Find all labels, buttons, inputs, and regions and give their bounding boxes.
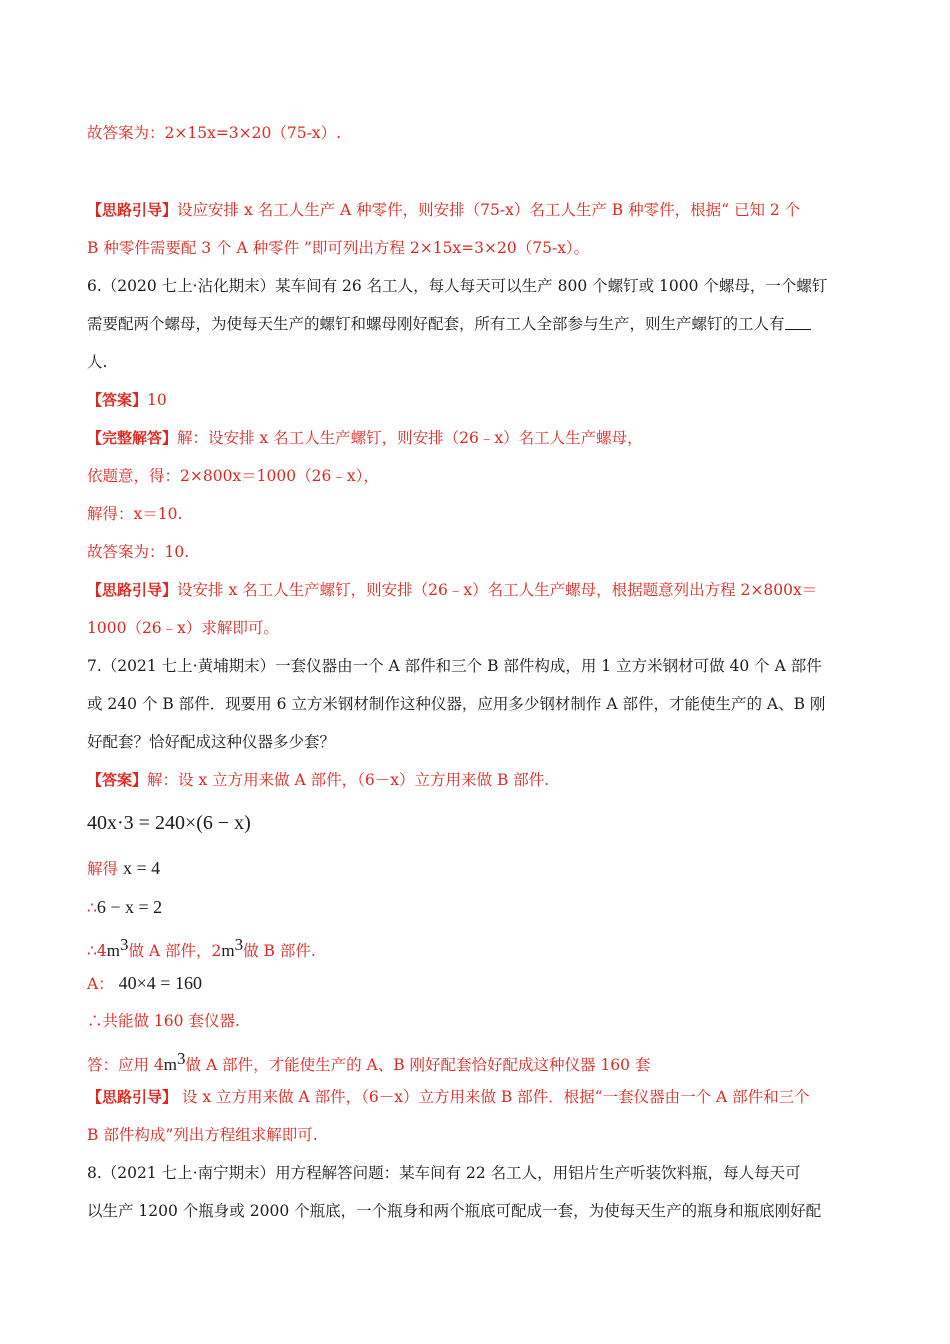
unit: m — [221, 941, 235, 960]
question-7-line-3: 好配套？恰好配成这种仪器多少套？ — [87, 733, 336, 751]
guide-tag: 【思路引导】 — [87, 201, 178, 219]
question-8-line-1: 8.（2021 七上·南宁期末）用方程解答问题：某车间有 22 名工人，用铝片生产听装饮料瓶，每人每天可 — [87, 1164, 801, 1182]
unit-exponent: 3 — [177, 1049, 186, 1068]
question-6-line-2: 需要配两个螺母，为使每天生产的螺钉和螺母刚好配套，所有工人全部参与生产，则生产螺钉的工人有 — [87, 314, 811, 334]
guide-tag: 【思路引导】 — [87, 581, 178, 599]
solution-7-step-3: ∴4m3做 A 部件，2m3做 B 部件. — [87, 935, 316, 960]
solution-6-step-3: 故答案为：10. — [87, 543, 190, 561]
equation: 6 − x = 2 — [96, 897, 163, 917]
guide-tag: 【思路引导】 — [87, 1088, 178, 1106]
solution-7-step-4: A： 40×4 = 160 — [87, 973, 202, 993]
guide-line-q5-2: B 种零件需要配 3 个 A 种零件 ”即可列出方程 2×15x=3×20（75-x）。 — [87, 239, 590, 257]
guide-line-q6-1: 【思路引导】设安排 x 名工人生产螺钉，则安排（26﹣x）名工人生产螺母，根据题意列出方程 2×800x＝ — [87, 581, 818, 599]
unit: m — [163, 1055, 178, 1074]
answer-tag: 【答案】 — [87, 771, 148, 789]
question-7-line-1: 7.（2021 七上·黄埔期末）一套仪器由一个 A 部件和三个 B 部件构成，用 1 立方米钢材可做 40 个 A 部件 — [87, 657, 822, 675]
answer-line-q5: 故答案为：2×15x=3×20（75-x）. — [87, 124, 342, 142]
guide-line-q5-1: 【思路引导】设应安排 x 名工人生产 A 种零件，则安排（75-x）名工人生产 B 种零件，根据“ 已知 2 个 — [87, 201, 801, 219]
unit-exponent: 3 — [119, 935, 129, 954]
solution-6-step-2: 解得：x＝10. — [87, 505, 183, 523]
question-6-line-3: 人. — [87, 353, 108, 371]
equation-7: 40x·3 = 240×(6 − x) — [87, 812, 251, 834]
solution-7-step-1: 解得 x = 4 — [87, 858, 161, 878]
guide-line-q7-2: B 部件构成”列出方程组求解即可. — [87, 1126, 318, 1144]
solution-7-conclusion: 答：应用 4m3做 A 部件，才能使生产的 A、B 刚好配套恰好配成这种仪器 160 套 — [87, 1049, 651, 1074]
question-6-line-1: 6.（2020 七上·沾化期末）某车间有 26 名工人，每人每天可以生产 800 个螺钉或 1000 个螺母，一个螺钉 — [87, 277, 828, 295]
solution-7-step-2: ∴6 − x = 2 — [87, 897, 163, 917]
answer-6: 【答案】10 — [87, 391, 167, 409]
equation: x = 4 — [122, 858, 161, 878]
question-7-line-2: 或 240 个 B 部件．现要用 6 立方米钢材制作这种仪器，应用多少钢材制作 A 部件，才能使生产的 A、B 刚 — [87, 695, 826, 713]
unit: m — [106, 941, 120, 960]
solution-7-step-5: ∴共能做 160 套仪器. — [87, 1012, 240, 1030]
unit-exponent: 3 — [234, 935, 244, 954]
answer-blank — [785, 315, 811, 330]
guide-line-q7-1: 【思路引导】 设 x 立方用来做 A 部件，（6－x）立方用来做 B 部件．根据“一套仪器由一个 A 部件和三个 — [87, 1088, 810, 1106]
equation: 40×4 = 160 — [118, 973, 202, 993]
question-8-line-2: 以生产 1200 个瓶身或 2000 个瓶底，一个瓶身和两个瓶底可配成一套，为使每天生产的瓶身和瓶底刚好配 — [87, 1202, 822, 1220]
full-solution-tag: 【完整解答】 — [87, 429, 178, 447]
answer-7: 【答案】解：设 x 立方用来做 A 部件，（6－x）立方用来做 B 部件. — [87, 771, 550, 789]
full-solution-6: 【完整解答】解：设安排 x 名工人生产螺钉，则安排（26﹣x）名工人生产螺母， — [87, 429, 643, 447]
answer-tag: 【答案】 — [87, 391, 148, 409]
solution-6-step-1: 依题意，得：2×800x＝1000（26﹣x）， — [87, 467, 379, 485]
guide-line-q6-2: 1000（26﹣x）求解即可。 — [87, 619, 279, 637]
